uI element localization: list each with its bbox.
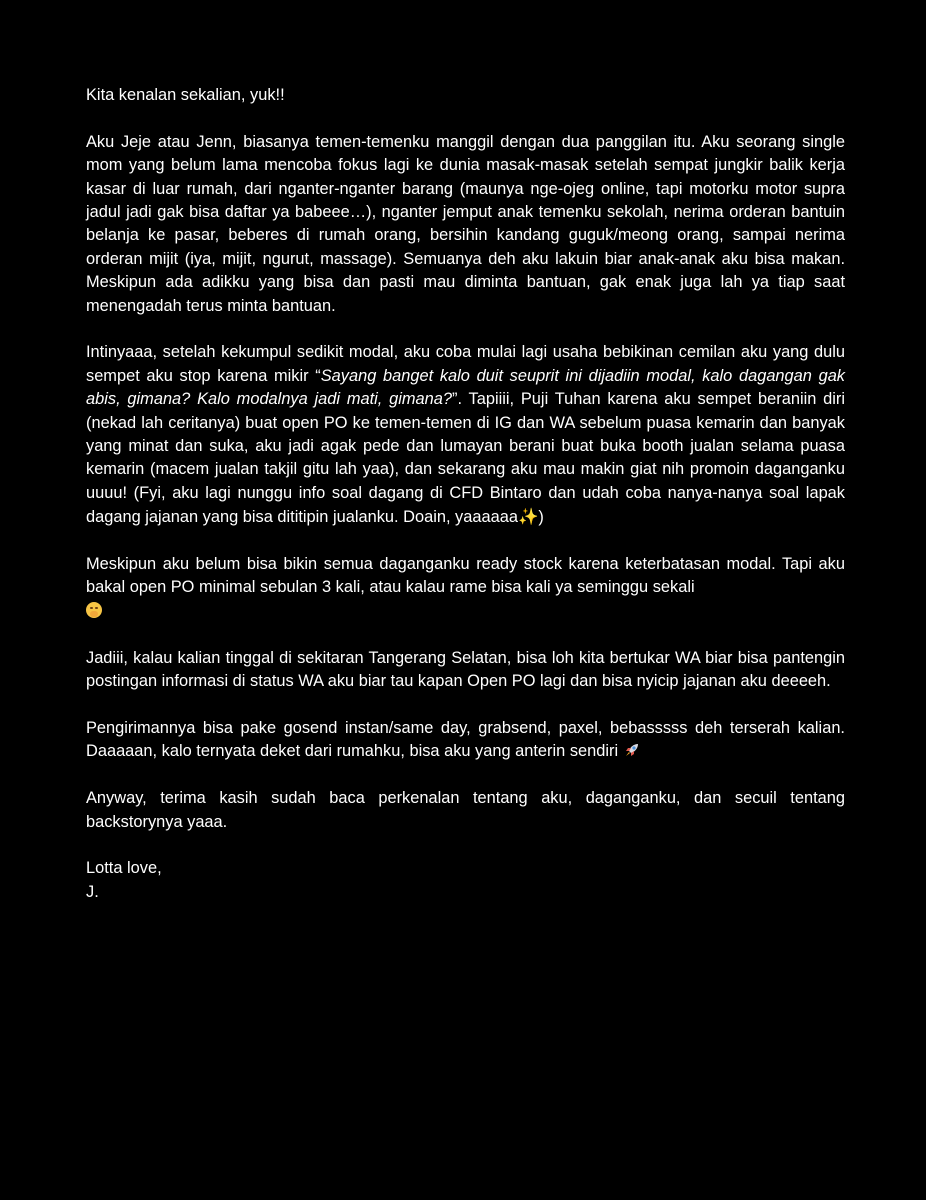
letter <box>86 84 845 904</box>
paragraph-business-quote: Sayang banget kalo duit seuprit ini dijadiin modal, kalo dagangan gak abis, gimana? Kalo modalnya jadi mati, gimana? <box>86 366 846 409</box>
letter-closing: Lotta love, <box>86 859 162 878</box>
paragraph-intro: Aku Jeje atau Jenn, biasanya temen-temenku manggil dengan dua panggilan itu. Aku seorang single mom yang belum lama mencoba fokus lagi ke dunia masak-masak setelah sempat jungkir balik kerja kasar di luar rumah, dari nganter-nganter barang (maunya nge-ojeg online, tapi motorku motor supra jadul jadi gak bisa daftar ya babeee…), nganter jemput anak temenku sekolah, nerima orderan bantuin belanja ke pasar, beberes di rumah orang, bersihin kandang guguk/meong orang, sampai nerima orderan mijit (iya, mijit, ngurut, massage). Semuanya deh aku lakuin biar anak-anak aku bisa makan. Meskipun ada adikku yang bisa dan pasti mau diminta bantuan, gak enak juga lah ya tiap saat menengadah terus minta bantuan. <box>86 132 845 315</box>
paragraph-thanks: Anyway, terima kasih sudah baca perkenalan tentang aku, daganganku, dan secuil tentang backstorynya yaaa. <box>86 789 845 831</box>
rocket-icon <box>623 741 641 759</box>
sparkles-icon: ✨ <box>517 507 539 527</box>
letter-signoff <box>86 857 845 904</box>
letter-signature: J. <box>86 882 99 901</box>
paragraph-business-text-2: ”. Tapiiii, Puji Tuhan karena aku sempet beraniin diri (nekad lah ceritanya) buat open PO ke temen-temen di IG dan WA sebelum puasa kemarin dan banyak yang minat dan suka, aku jadi agak pede dan lumayan berani buat buka booth jualan selama puasa kemarin (macem jualan takjil gitu lah yaa), dan sekarang aku mau makin giat nih promoin daganganku​uuuu! (Fyi, aku lagi nunggu info soal dagang di CFD Bintaro dan udah coba nanya-nanya soal lapak dagang jajanan yang bisa dititipin jualanku. Doain, yaaaaaa <box>86 390 845 527</box>
paragraph-preorder-text: Meskipun aku belum bisa bikin semua daganganku ready stock karena keterbatasan modal. Tapi aku bakal open PO minimal sebulan 3 kali, atau kalau rame bisa kali ya seminggu sekali <box>86 555 845 597</box>
face-with-hand-over-mouth-icon <box>86 602 102 618</box>
paragraph-business <box>86 341 845 529</box>
paragraph-location: Jadiii, kalau kalian tinggal di sekitaran Tangerang Selatan, bisa loh kita bertukar WA biar bisa pantengin postingan informasi di status WA aku biar tau kapan Open PO lagi dan bisa nyicip jajanan aku deeeeh. <box>86 648 845 691</box>
paragraph-delivery-text: Pengirimannya bisa pake gosend instan/same day, grabsend, paxel, bebasssss deh terserah kalian. Daaaaan, kalo ternyata deket dari rumahku, bisa aku yang anterin sendiri <box>86 718 845 761</box>
paragraph-business-text-1: Intinyaaa, setelah kekumpul sedikit modal, aku coba mulai lagi usaha bebikinan cemilan aku yang dulu sempet aku stop karena mikir “ <box>86 343 845 385</box>
paragraph-preorder <box>86 553 845 623</box>
letter-greeting: Kita kenalan sekalian, yuk!! <box>86 86 285 104</box>
paragraph-delivery <box>86 717 845 764</box>
paragraph-business-close: ) <box>538 508 544 527</box>
